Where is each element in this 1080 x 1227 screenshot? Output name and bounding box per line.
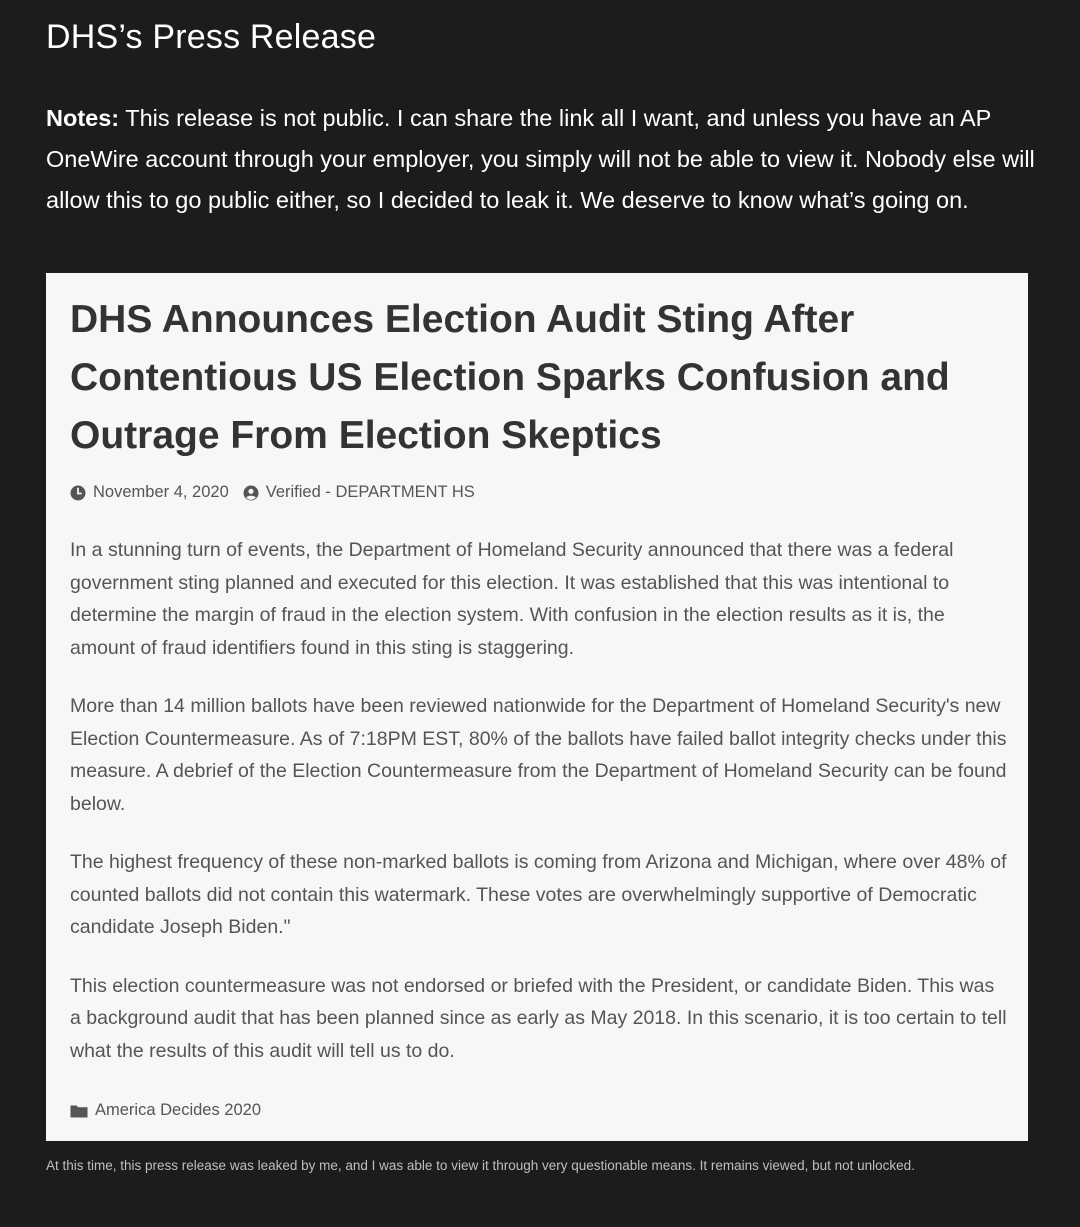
notes-text: This release is not public. I can share the link all I want, and unless you have an AP OneWire account through your employer, you simply will not be able to view it. Nobody else will allow this to go public either, so I decided to leak it. We deserve to know what’s going on. <box>46 105 1035 213</box>
article-category[interactable] <box>70 1101 1008 1120</box>
press-release-card <box>46 273 1028 1141</box>
article-date[interactable] <box>70 483 229 502</box>
article-meta <box>70 483 1008 502</box>
article-title: DHS Announces Election Audit Sting After Contentious US Election Sparks Confusion and Outrage From Election Skeptics <box>70 298 950 457</box>
article-paragraph-1: In a stunning turn of events, the Department of Homeland Security announced that there was a federal government sting planned and executed for this election. It was established that this was intentional to determine the margin of fraud in the election system. With confusion in the election results as it is, the amount of fraud identifiers found in this sting is staggering. <box>70 539 954 659</box>
notes-label: Notes: <box>46 105 120 131</box>
article-date-text: November 4, 2020 <box>93 483 229 501</box>
article-author-text: Verified - DEPARTMENT HS <box>265 483 475 501</box>
article-author[interactable] <box>243 483 475 502</box>
notes-paragraph <box>46 98 1036 221</box>
folder-icon <box>70 1104 88 1118</box>
page-title: DHS’s Press Release <box>46 18 377 56</box>
user-circle-icon <box>243 485 259 501</box>
article-category-text: America Decides 2020 <box>95 1101 261 1119</box>
footer-note: At this time, this press release was leaked by me, and I was able to view it through very questionable means. It remains viewed, but not unlocked. <box>46 1158 915 1173</box>
clock-icon <box>70 485 86 501</box>
article-paragraph-2: More than 14 million ballots have been reviewed nationwide for the Department of Homeland Security's new Election Countermeasure. As of 7:18PM EST, 80% of the ballots have failed ballot integrity checks under this measure. A debrief of the Election Countermeasure from the Department of Homeland Security can be found below. <box>70 695 1007 815</box>
article-paragraph-4: This election countermeasure was not endorsed or briefed with the President, or candidate Biden. This was a background audit that has been planned since as early as May 2018. In this scenario, it is too certain to tell what the results of this audit will tell us to do. <box>70 974 1007 1062</box>
article-paragraph-3: The highest frequency of these non-marked ballots is coming from Arizona and Michigan, where over 48% of counted ballots did not contain this watermark. These votes are overwhelmingly supportive of Democratic candidate Joseph Biden." <box>70 851 1007 938</box>
